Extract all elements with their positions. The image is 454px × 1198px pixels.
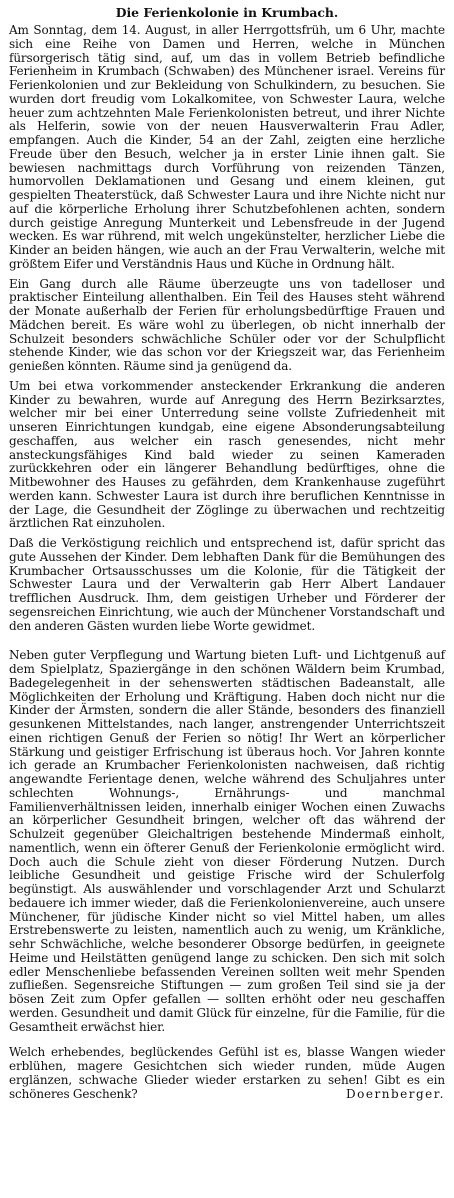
author-signature: Doernberger. [346,1086,445,1101]
article-paragraph: Neben guter Verpflegung und Wartung bieten Luft- und Lichtgenuß auf dem Spielplatz, Spaziergänge in den schönen Wäldern beim Krumbad, Badegelegenheit in der sehenswerten städtischen Badeanstalt, alle Möglichkeiten der Erholung und Kräftigung. Haben doch nicht nur die Kinder der Ärmsten, sondern die aller Stände, besonders des finanziell gesunkenen Mittelstandes, nach langer, anstrengender Unterrichtszeit einen richtigen Genuß der Ferien so nötig! Ihr Wert an körperlicher Stärkung und geistiger Erfrischung ist überaus hoch. Vor Jahren konnte ich gerade an Krumbacher Ferienkolonisten nachweisen, daß richtig angewandte Ferientage denen, welche während des Schuljahres unter schlechten Wohnungs-, Ernährungs- und manchmal Familienverhältnissen leiden, innerhalb einiger Wochen einen Zuwachs an körperlicher Gesundheit bringen, welcher oft das während der Schulzeit gegenüber Gleichaltrigen bestehende Mindermaß einholt, namentlich, wenn ein öfterer Genuß der Ferienkolonie ermöglicht wird. Doch auch die Schule zieht von dieser Förderung Nutzen. Durch leibliche Gesundheit und geistige Frische wird der Schulerfolg begünstigt. Als auswählender und vorschlagender Arzt und Schularzt bedauere ich immer wieder, daß die Ferienkolonienvereine, auch unsere Münchener, für jüdische Kinder nicht so viel Mittel haben, um alles Erstrebenswerte zu leisten, namentlich auch zu wenig, um Kränkliche, sehr Schwächliche, welche besonderer Obsorge bedürfen, in geeignete Heime und Heilstätten genügend lange zu schicken. Den sich mit solch edler Menschenliebe befassenden Vereinen sollten weit mehr Spenden zufließen. Segensreiche Stiftungen — zum großen Teil sind sie ja der bösen Zeit zum Opfer gefallen — sollten erhöht oder neu geschaffen werden. Gesundheit und damit Glück für einzelne, für die Familie, für die Gesamtheit erwächst hier. [9,648,445,1034]
article-body [9,24,445,1101]
article-paragraph: Daß die Verköstigung reichlich und entsprechend ist, dafür spricht das gute Aussehen der Kinder. Dem lebhaften Dank für die Bemühungen des Krumbacher Ortsausschusses um die Kolonie, für die Tätigkeit der Schwester Laura und der Verwalterin gab Herr Albert Landauer trefflichen Ausdruck. Ihm, dem geistigen Urheber und Förderer der segensreichen Einrichtung, wie auch der Münchener Vorstandschaft und den anderen Gästen wurden liebe Worte gewidmet. [9,536,445,633]
article-title: Die Ferienkolonie in Krumbach. [115,5,339,20]
closing-text: Welch erhebendes, beglückendes Gefühl ist es, blasse Wangen wieder erblühen, magere Gesichtchen sich wieder runden, müde Augen erglänzen, schwache Glieder wieder erstarken zu sehen! Gibt es ein schöneres Geschenk? [9,1045,445,1101]
article-paragraph: Um bei etwa vorkommender ansteckender Erkrankung die anderen Kinder zu bewahren, wurde auf Anregung des Herrn Bezirksarztes, welcher mir bei einer Unterredung seine vollste Zufriedenheit mit unseren Einrichtungen kundgab, eine eigene Absonderungsabteilung geschaffen, aus welcher ein rasch genesendes, nicht mehr ansteckungsfähiges Kind bald wieder zu seinen Kameraden zurückkehren oder ein längerer Behandlung bedürftiges, ohne die Mitbewohner des Hauses zu gefährden, dem Krankenhause zugeführt werden kann. Schwester Laura ist durch ihre beruflichen Kenntnisse in der Lage, die Gesundheit der Zöglinge zu überwachen und rechtzeitig ärztlichen Rat einzuholen. [9,378,445,531]
article-paragraph: Am Sonntag, dem 14. August, in aller Herrgottsfrüh, um 6 Uhr, machte sich eine Reihe von Damen und Herren, welche in München fürsorgerisch tätig sind, auf, um das in vollem Betrieb befindliche Ferienheim in Krumbach (Schwaben) des Münchener israel. Vereins für Ferienkolonien und zur Bekleidung von Schulkindern, zu besuchen. Sie wurden dort freudig vom Lokalkomitee, von Schwester Laura, welche heuer zum achtzehnten Male Ferienkolonisten betreut, und ihrer Nichte als Helferin, sowie von der neuen Hausverwalterin Frau Adler, empfangen. Auch die Kinder, 54 an der Zahl, zeigten eine herzliche Freude über den Besuch, welcher ja in erster Linie ihnen galt. Sie bewiesen nachmittags durch Vorführung von reizenden Tänzen, humorvollen Deklamationen und Gesang und einem kleinen, gut gespielten Theaterstück, daß Schwester Laura und ihre Nichte nicht nur auf die körperliche Erholung ihrer Schutzbefohlenen achten, sondern durch geistige Anregung Munterkeit und Lebensfreude in der Jugend wecken. Es war rührend, mit welch ungekünstelter, herzlicher Liebe die Kinder an beiden hängen, wie auch an der Frau Verwalterin, welche mit größtem Eifer und Verständnis Haus und Küche in Ordnung hält. [9,23,445,271]
article-paragraph: Ein Gang durch alle Räume überzeugte uns von tadelloser und praktischer Einteilung allenthalben. Ein Teil des Hauses steht während der Monate außerhalb der Ferien für erholungsbedürftige Frauen und Mädchen bereit. Es wäre wohl zu überlegen, ob nicht innerhalb der Schulzeit besonders schwächliche Schüler oder vor der Schulpflicht stehende Kinder, wie das schon vor der Kriegszeit war, das Ferienheim genießen könnten. Räume sind ja genügend da. [9,276,445,373]
article-closing-paragraph [9,1046,445,1101]
